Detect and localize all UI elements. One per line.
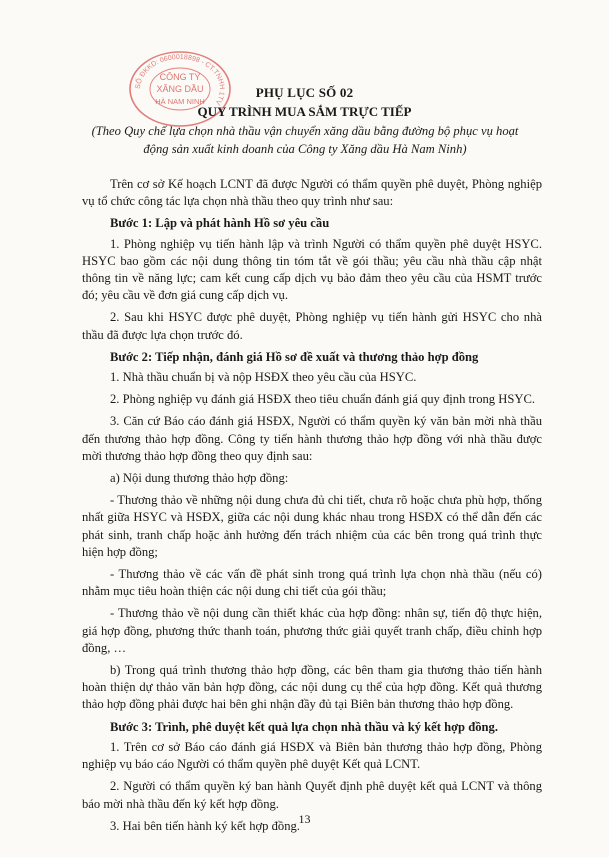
seal-line-2: XĂNG DẦU <box>156 84 204 94</box>
step-2-sub-a: a) Nội dung thương thảo hợp đồng: <box>110 471 289 486</box>
step-3-item-3: 3. Hai bên tiến hành ký kết hợp đồng. <box>110 818 300 833</box>
step-2-sub-b: b) Trong quá trình thương thảo hợp đồng, các bên tham gia thương thảo tiến hành hoàn thiện dự thảo văn bản hợp đồng, các nội dung cụ thể của hợp đồng. Kết quả thương thảo hợp đồng phải được hai bên ghi nhận đầy đủ tại Biên bản thương thảo hợp đồng. <box>82 663 542 712</box>
seal-line-3: HÀ NAM NINH <box>155 97 205 106</box>
step-1-item-2: 2. Sau khi HSYC được phê duyệt, Phòng nghiệp vụ tiến hành gửi HSYC cho nhà thầu đã được lựa chọn trước đó. <box>82 310 542 342</box>
step-3-item-1: 1. Trên cơ sở Báo cáo đánh giá HSĐX và Biên bản thương thảo hợp đồng, Phòng nghiệp vụ báo cáo Người có thẩm quyền phê duyệt Kết quả LCNT. <box>82 739 542 772</box>
process-title: QUY TRÌNH MUA SẮM TRỰC TIẾP <box>197 104 412 119</box>
document-body <box>82 176 542 840</box>
step-2-sub-a-bullet-1: - Thương thảo về những nội dung chưa đủ chi tiết, chưa rõ hoặc chưa phù hợp, thống nhất giữa HSYC và HSĐX, giữa các nội dung khác nhau trong HSĐX có thể dẫn đến các phát sinh, tranh chấp hoặc ảnh hưởng đến trách nhiệm của các bên trong quá trình thực hiện hợp đồng; <box>82 493 542 559</box>
step-2-item-2: 2. Phòng nghiệp vụ đánh giá HSĐX theo tiêu chuẩn đánh giá quy định trong HSYC. <box>110 392 535 407</box>
step-2-heading: Bước 2: Tiếp nhận, đánh giá Hồ sơ đề xuất và thương thảo hợp đồng <box>110 349 479 364</box>
seal-ring-text: SỐ ĐKKD: 0600018898 - CT.TNHH 1TV <box>134 53 226 106</box>
step-1-heading: Bước 1: Lập và phát hành Hồ sơ yêu cầu <box>110 216 330 231</box>
step-2-sub-a-bullet-2: - Thương thảo về các vấn đề phát sinh trong quá trình lựa chọn nhà thầu (nếu có) nhằm mục tiêu hoàn thiện các nội dung chi tiết của gói thầu; <box>82 567 542 599</box>
page-number: 13 <box>298 812 311 826</box>
step-2-item-1: 1. Nhà thầu chuẩn bị và nộp HSĐX theo yêu cầu của HSYC. <box>110 370 417 385</box>
step-1-item-1: 1. Phòng nghiệp vụ tiến hành lập và trình Người có thẩm quyền phê duyệt HSYC. HSYC bao gồm các nội dung thông tin tóm tắt về gói thầu; yêu cầu nhà thầu cập nhật thông tin về năng lực; cam kết cung cấp dịch vụ bảo đảm theo yêu cầu của HSMT trước đó; yêu cầu về đơn giá cung cấp dịch vụ. <box>82 236 542 303</box>
step-3-item-2: 2. Người có thẩm quyền ký ban hành Quyết định phê duyệt kết quả LCNT và thông báo mời nhà thầu đến ký kết hợp đồng. <box>82 779 542 811</box>
appendix-title: PHỤ LỤC SỐ 02 <box>255 85 354 100</box>
step-2-item-3: 3. Căn cứ Báo cáo đánh giá HSĐX, Người có thẩm quyền ký văn bản mời nhà thầu đến thương thảo hợp đồng. Công ty tiến hành thương thảo hợp đồng với nhà thầu được mời thương thảo hợp đồng theo quy định sau: <box>82 414 542 463</box>
step-2-sub-a-bullet-3: - Thương thảo về nội dung cần thiết khác của hợp đồng: nhân sự, tiến độ thực hiện, giá hợp đồng, phương thức thanh toán, phương thức giải quyết tranh chấp, điều chỉnh hợp đồng, … <box>82 606 542 655</box>
step-3-heading: Bước 3: Trình, phê duyệt kết quả lựa chọn nhà thầu và ký kết hợp đồng. <box>110 719 498 734</box>
seal-line-1: CÔNG TY <box>159 72 201 82</box>
intro-paragraph: Trên cơ sở Kế hoạch LCNT đã được Người có thẩm quyền phê duyệt, Phòng nghiệp vụ tổ chức công tác lựa chọn nhà thầu theo quy trình như sau: <box>82 177 542 209</box>
document-subtitle: (Theo Quy chế lựa chọn nhà thầu vận chuyển xăng dầu bằng đường bộ phục vụ hoạt động sản xuất kinh doanh của Công ty Xăng dầu Hà Nam Ninh) <box>91 124 519 156</box>
